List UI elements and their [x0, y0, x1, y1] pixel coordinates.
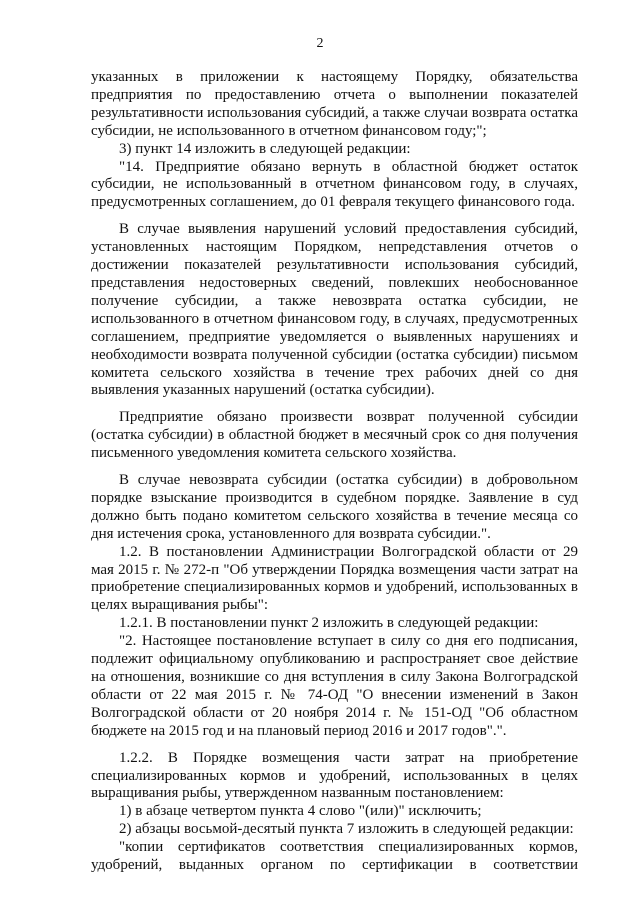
paragraph-refund-obligation: Предприятие обязано произвести возврат полученной субсидии (остатка субсидии) в областной бюджет в месячный срок со дня получения письменного уведомления комитета сельского хозяйства. — [91, 409, 578, 462]
document-body — [91, 69, 578, 874]
paragraph-violations: В случае выявления нарушений условий предоставления субсидий, установленных настоящим Порядком, непредставления отчетов о достижении показателей результативности использования субсидий, представления недостоверных сведений, повлекших необоснованное получение субсидии, а также невозврата остатка субсидии, не использованного в отчетном финансовом году, в случаях, предусмотренных соглашением, предприятие уведомляется о выявленных нарушениях и необходимости возврата полученной субсидии (остатка субсидии) письмом комитета сельского хозяйства в течение трех рабочих дней со дня выявления указанных нарушений (остатка субсидии). — [91, 221, 578, 399]
paragraph-section-1-2: 1.2. В постановлении Администрации Волгоградской области от 29 мая 2015 г. № 272-п "Об утверждении Порядка возмещения части затрат на приобретение специализированных кормов и удобрений, использованных в целях выращивания рыбы": — [91, 543, 578, 614]
paragraph-certificates: "копии сертификатов соответствия специализированных кормов, удобрений, выданных органом по сертификации в соответствии — [91, 839, 578, 874]
paragraph-subitem-2: 2) абзацы восьмой-десятый пункта 7 изложить в следующей редакции: — [119, 821, 574, 838]
paragraph-item-3: 3) пункт 14 изложить в следующей редакции: — [119, 140, 411, 157]
page-number: 2 — [316, 36, 324, 51]
paragraph-point-14: "14. Предприятие обязано вернуть в областной бюджет остаток субсидии, не использованный в отчетном финансовом году, в случаях, предусмотренных соглашением, до 01 февраля текущего финансового года. — [91, 158, 578, 211]
paragraph-court-recovery: В случае невозврата субсидии (остатка субсидии) в добровольном порядке взыскание производится в судебном порядке. Заявление в суд должно быть подано комитетом сельского хозяйства в течение месяца со дня истечения срока, установленного для возврата субсидии.". — [91, 472, 578, 542]
paragraph-section-1-2-2: 1.2.2. В Порядке возмещения части затрат на приобретение специализированных кормов и удобрений, использованных в целях выращивания рыбы, утвержденном названным постановлением: — [91, 749, 578, 802]
paragraph-point-2: "2. Настоящее постановление вступает в силу со дня его подписания, подлежит официальному опубликованию и распространяет свое действие на отношения, возникшие со дня вступления в силу Закона Волгоградской области от 22 мая 2015 г. № 74-ОД "О внесении изменений в Закон Волгоградской области от 20 ноября 2014 г. № 151-ОД "Об областном бюджете на 2015 год и на плановый период 2016 и 2017 годов".". — [91, 633, 578, 739]
paragraph-continuation: указанных в приложении к настоящему Порядку, обязательства предприятия по предоставлению отчета о выполнении показателей результативности использования субсидий, а также случаи возврата остатка субсидии, не использованного в отчетном финансовом году;"; — [91, 69, 578, 139]
paragraph-section-1-2-1: 1.2.1. В постановлении пункт 2 изложить в следующей редакции: — [119, 615, 539, 632]
paragraph-subitem-1: 1) в абзаце четвертом пункта 4 слово "(или)" исключить; — [119, 803, 482, 820]
